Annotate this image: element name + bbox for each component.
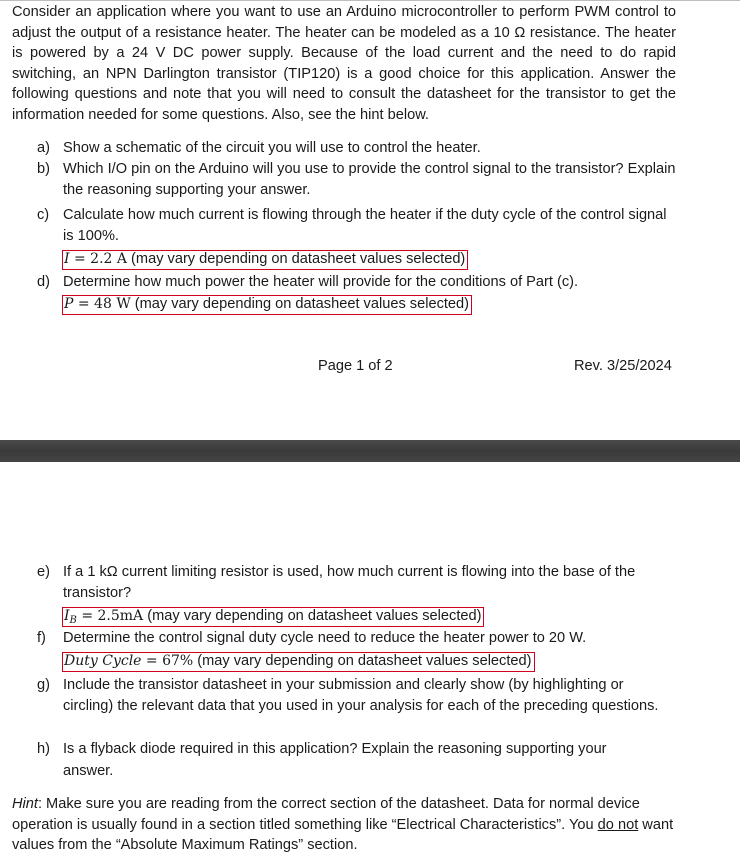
question-text: Which I/O pin on the Arduino will you use to provide the control signal to the transistor? Explain the reasoning supporting your answer. — [63, 161, 676, 198]
answer-value: = 2.5mA — [76, 608, 144, 624]
page-top-border — [0, 0, 740, 1]
question-text: If a 1 kΩ current limiting resistor is used, how much current is flowing into the base of the transistor? — [63, 564, 636, 601]
answer-note: (may vary depending on datasheet values selected) — [127, 251, 466, 267]
question-letter: g) — [37, 677, 50, 693]
answer-variable: P — [64, 296, 74, 312]
hint-text-end: want values from the “Absolute Maximum Ratings” section. — [12, 816, 674, 853]
question-text: Show a schematic of the circuit you will use to control the heater. — [63, 140, 481, 156]
answer-subscript: B — [69, 615, 77, 626]
answer-variable: Duty Cycle — [64, 653, 142, 669]
answer-variable: I — [64, 608, 70, 624]
document-page-2 — [0, 462, 740, 858]
question-text: Include the transistor datasheet in your submission and clearly show (by highlighting or circling) the relevant data that you used in your analysis for each of the preceding questions. — [63, 677, 659, 714]
answer-value: = 67% — [141, 653, 194, 669]
question-text: Calculate how much current is flowing through the heater if the duty cycle of the control signal is 100%. — [63, 207, 667, 244]
page-separator — [0, 440, 740, 462]
answer-note: (may vary depending on datasheet values selected) — [130, 296, 470, 312]
problem-intro: Consider an application where you want to use an Arduino microcontroller to perform PWM control to adjust the output of a resistance heater. The heater can be modeled as a 10 Ω resistance. The heater is powered by a 24 V DC power supply. Because of the load current and the need to do rapid switching, an NPN Darlington transistor (TIP120) is a good choice for this application. Answer the following questions and note that you will need to consult the datasheet for the transistor to get the information needed for some questions. Also, see the hint below. — [12, 4, 676, 123]
hint-emphasis: do not — [597, 816, 639, 833]
answer-box-c — [62, 250, 468, 270]
question-letter: e) — [37, 564, 50, 580]
answer-value: = 2.2 A — [69, 251, 127, 267]
answer-box-e — [62, 607, 484, 627]
question-text: Determine the control signal duty cycle need to reduce the heater power to 20 W. — [63, 630, 587, 646]
question-letter: c) — [37, 207, 50, 223]
question-text: Determine how much power the heater will provide for the conditions of Part (c). — [63, 274, 579, 290]
answer-note: (may vary depending on datasheet values selected) — [143, 608, 482, 624]
answer-box-f — [62, 652, 535, 672]
answer-variable: I — [64, 251, 70, 267]
question-letter: a) — [37, 140, 50, 156]
answer-note: (may vary depending on datasheet values selected) — [193, 653, 532, 669]
hint-text-start: : Make sure you are reading from the correct section of the datasheet. Data for normal device operation is usually found in a section titled something like “Electrical Characteristics”. You — [12, 796, 640, 833]
question-text: Is a flyback diode required in this application? Explain the reasoning supporting your answer. — [63, 741, 607, 779]
question-letter: d) — [37, 274, 50, 290]
hint-label: Hint — [12, 796, 38, 812]
page-number: Page 1 of 2 — [318, 358, 393, 374]
answer-value: = 48 W — [73, 296, 131, 312]
answer-box-d — [62, 295, 472, 315]
hint-paragraph — [12, 794, 676, 856]
question-letter: b) — [37, 161, 50, 177]
question-letter: f) — [37, 630, 46, 646]
revision-date: Rev. 3/25/2024 — [574, 358, 672, 374]
question-letter: h) — [37, 741, 50, 757]
